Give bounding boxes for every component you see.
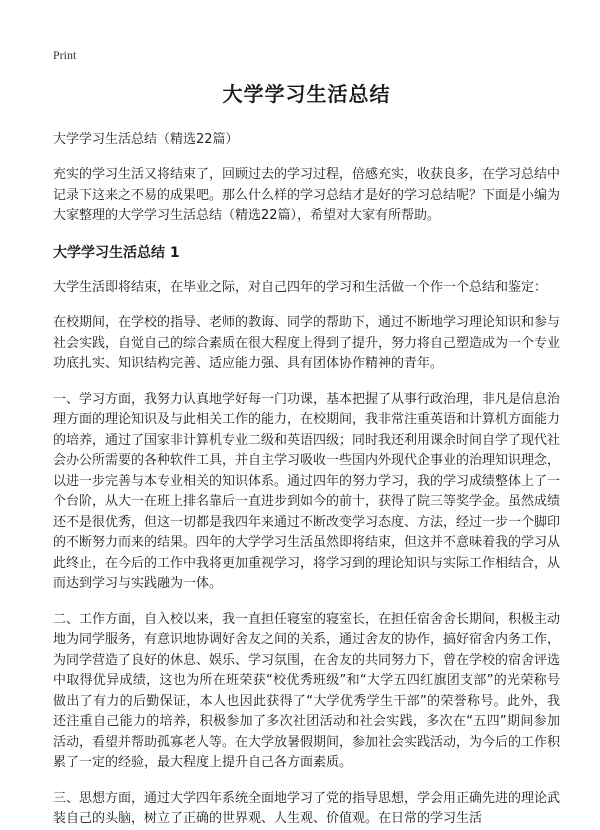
body-paragraph: 在校期间，在学校的指导、老师的教诲、同学的帮助下，通过不断地学习理论知识和参与社会实践，自觉自己的综合素质在很大程度上得到了提升，努力将自己塑造成为一个专业功底扎实、知识结构完善、适应能力强、具有团体协作精神的青年。	[53, 315, 561, 371]
intro-paragraph: 充实的学习生活又将结束了，回顾过去的学习过程，倍感充实，收获良多，在学习总结中记录下这来之不易的成果吧。那么什么样的学习总结才是好的学习总结呢？下面是小编为大家整理的大学学习生活总结（精选22篇），希望对大家有所帮助。	[53, 167, 561, 223]
section-heading: 大学学习生活总结 1	[53, 244, 180, 261]
body-paragraph: 二、工作方面，自入校以来，我一直担任寝室的寝室长，在担任宿舍舍长期间，积极主动地为同学服务，有意识地协调好舍友之间的关系，通过舍友的协作，搞好宿舍内务工作，为同学营造了良好的休息、娱乐、学习氛围，在舍友的共同努力下，曾在学校的宿舍评选中取得优异成绩，这也为所在班荣获“校优秀班级”和“大学五四红旗团支部”的光荣称号做出了有力的后勤保证，本人也因此获得了“大学优秀学生干部”的荣誉称号。此外，我还注重自己能力的培养，积极参加了多次社团活动和社会实践，多次在“五四”期间参加活动，看望并帮助孤寡老人等。在大学放暑假期间，参加社会实践活动，为今后的工作积累了一定的经验，最大程度上提升自己各方面素质。	[53, 611, 561, 770]
body-paragraph: 一、学习方面，我努力认真地学好每一门功课，基本把握了从事行政治理，非凡是信息治理方面的理论知识及与此相关工作的能力，在校期间，我非常注重英语和计算机方面能力的培养，通过了国家非计算机专业二级和英语四级；同时我还利用课余时间自学了现代社会办公所需要的各种软件工具，并自主学习吸收一些国内外现代企事业的治理知识理念，以进一步完善与本专业相关的知识体系。通过四年的努力学习，我的学习成绩整体上了一个台阶，从大一在班上排名靠后一直进步到如今的前十，获得了院三等奖学金。虽然成绩还不是很优秀，但这一切都是我四年来通过不断改变学习态度、方法，经过一步一个脚印的不断努力而来的结果。四年的大学学习生活虽然即将结束，但这并不意味着我的学习从此终止，在今后的工作中我将更加重视学习，将学习到的理论知识与实际工作相结合，从而达到学习与实践融为一体。	[53, 391, 561, 591]
document-title: 大学学习生活总结	[222, 82, 391, 106]
document-subtitle: 大学学习生活总结（精选22篇）	[53, 132, 239, 147]
body-paragraph: 大学生活即将结束，在毕业之际，对自己四年的学习和生活做一个作一个总结和鉴定：	[53, 279, 548, 295]
body-paragraph: 三、思想方面，通过大学四年系统全面地学习了党的指导思想，学会用正确先进的理论武装自己的头脑，树立了正确的世界观、人生观、价值观。在日常的学习生活	[53, 790, 561, 826]
print-link[interactable]: Print	[53, 48, 77, 62]
